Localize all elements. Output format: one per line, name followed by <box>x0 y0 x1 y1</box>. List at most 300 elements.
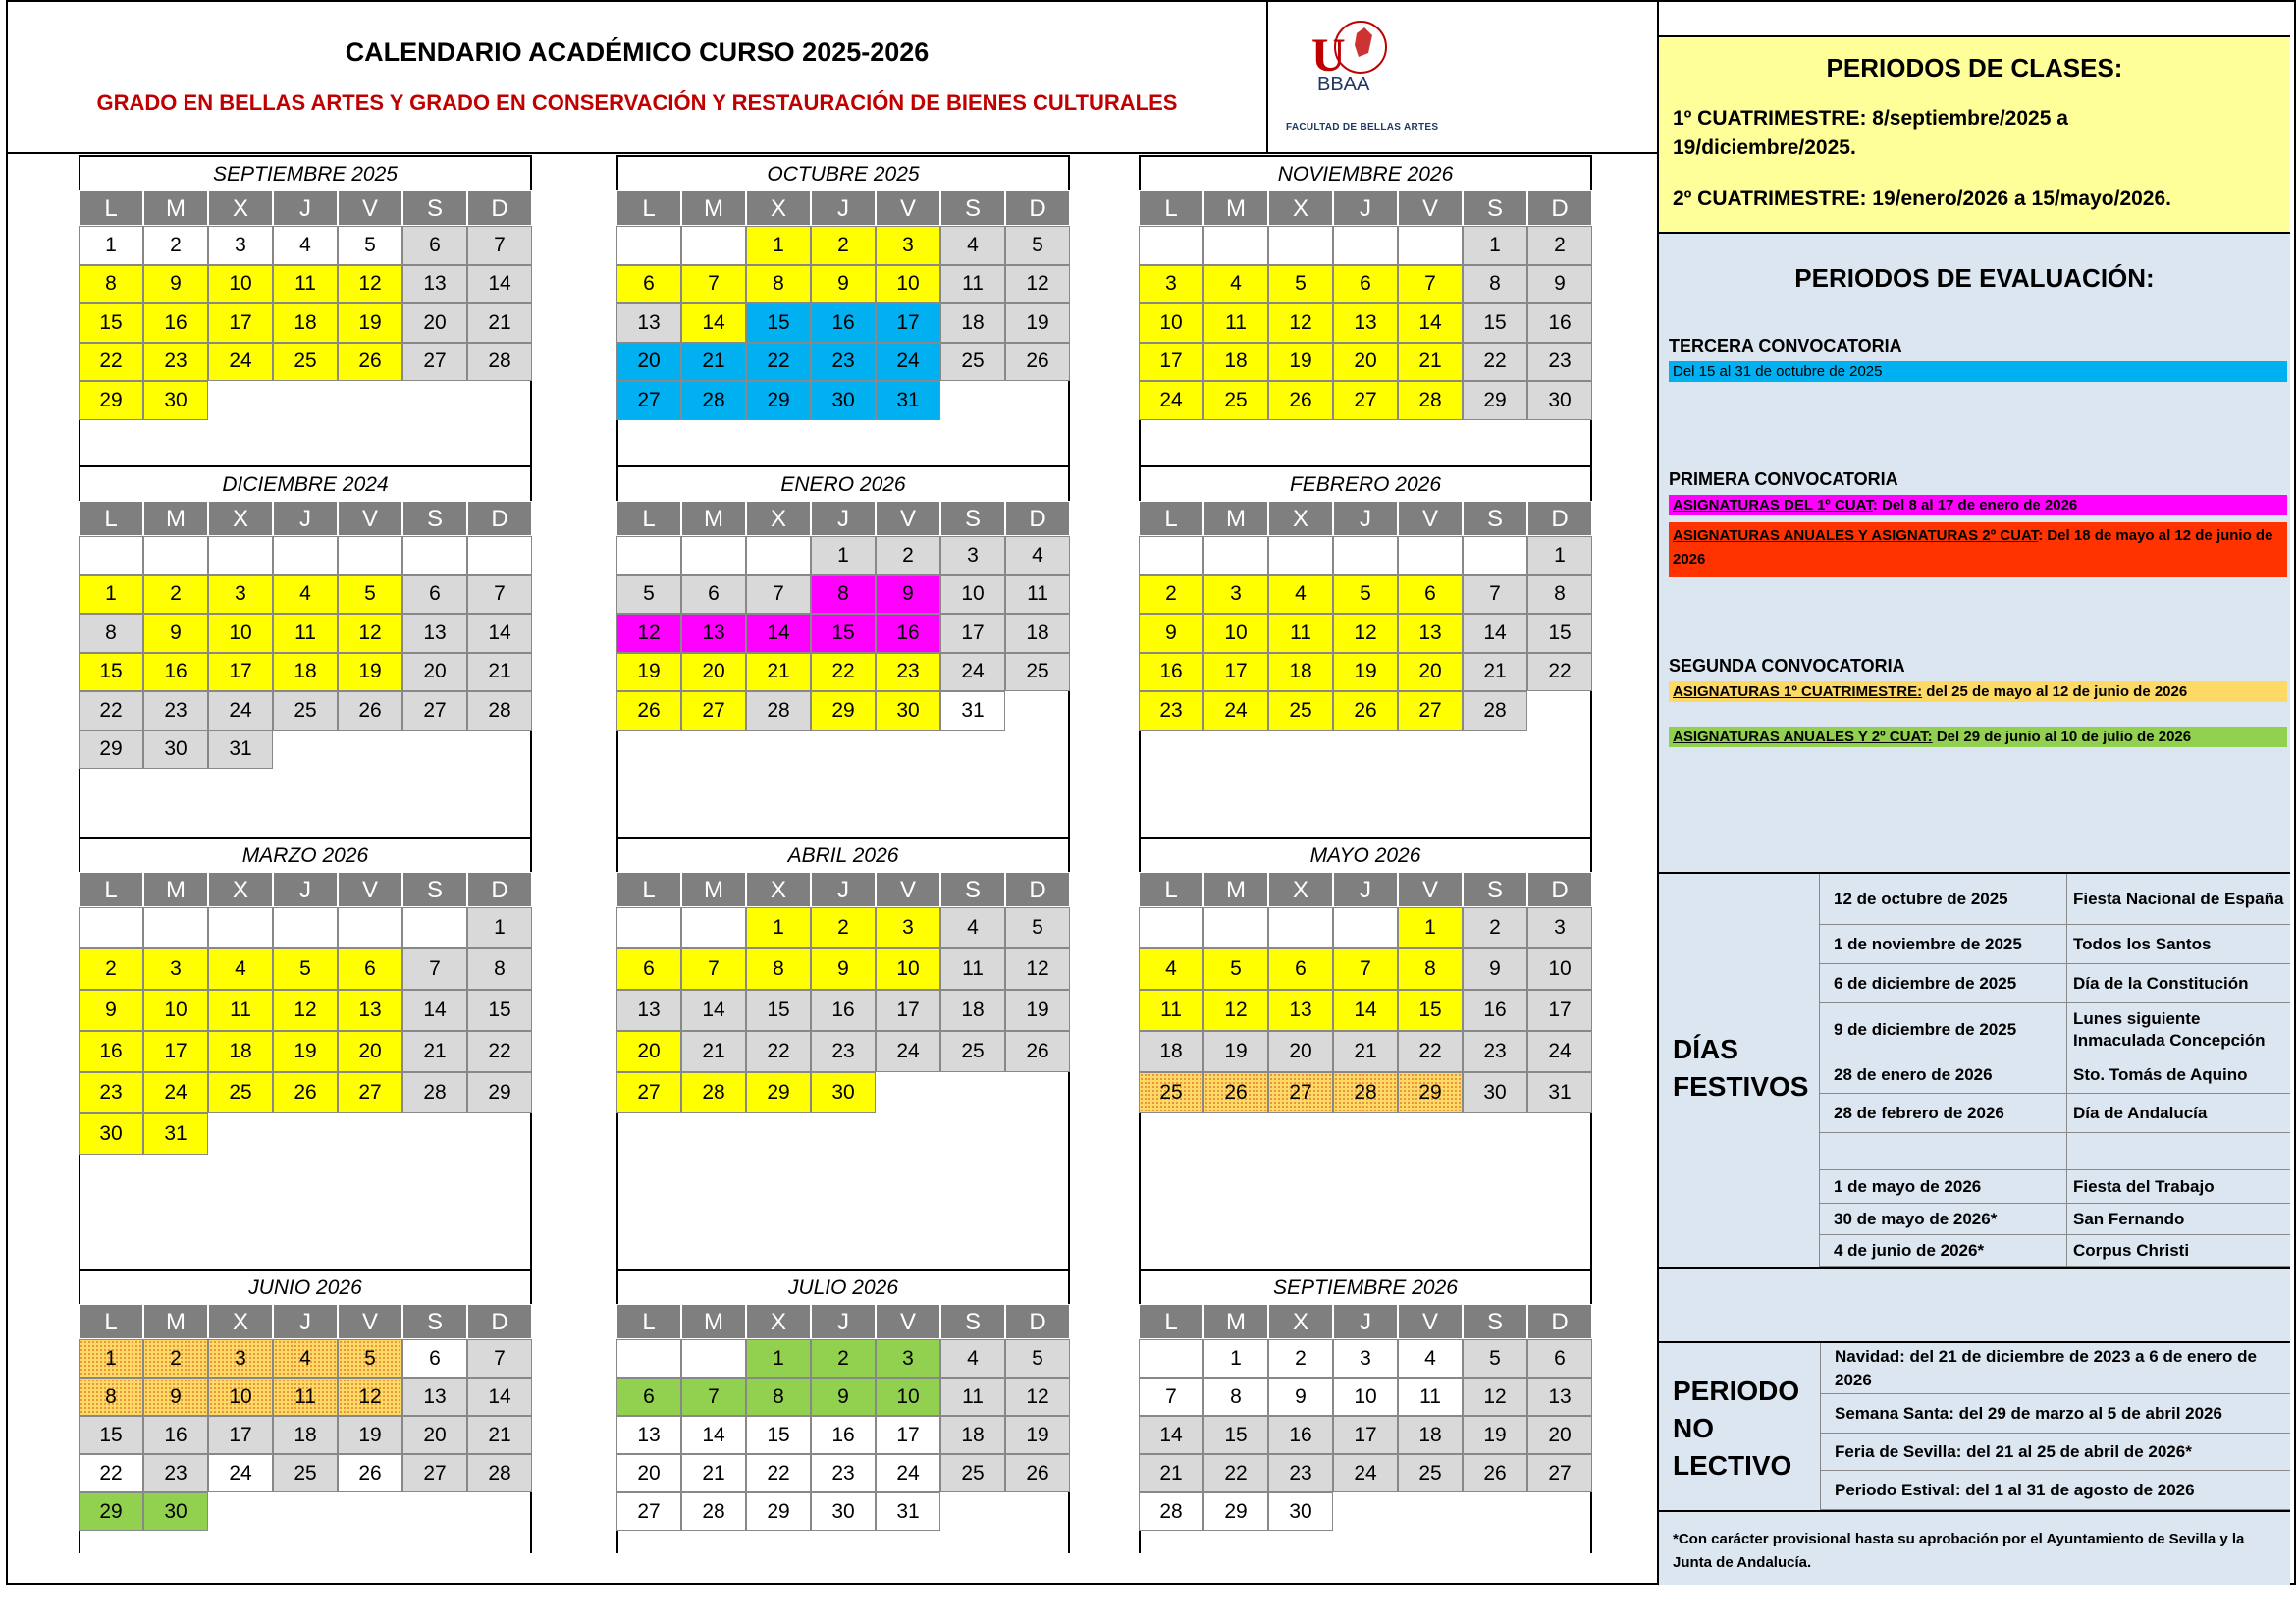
first-call-first-semester-subject: ASIGNATURAS DEL 1º CUAT <box>1673 497 1873 514</box>
holiday-date: 1 de mayo de 2026 <box>1820 1170 2067 1203</box>
empty-cell <box>1333 226 1398 265</box>
day-cell: 7 <box>681 948 746 990</box>
day-cell: 5 <box>1005 907 1070 948</box>
day-cell: 17 <box>208 1416 273 1454</box>
day-cell: 17 <box>143 1031 208 1072</box>
holiday-date: 4 de junio de 2026* <box>1820 1235 2067 1266</box>
day-cell: 20 <box>402 303 467 343</box>
day-cell: 1 <box>79 226 143 265</box>
day-cell: 30 <box>1268 1492 1333 1531</box>
day-cell: 13 <box>616 1416 681 1454</box>
holiday-date: 28 de enero de 2026 <box>1820 1056 2067 1093</box>
day-cell: 19 <box>616 653 681 692</box>
day-cell: 3 <box>1203 575 1268 615</box>
empty-cell <box>681 907 746 948</box>
day-cell: 20 <box>616 1031 681 1072</box>
non-teaching-row: Periodo Estival: del 1 al 31 de agosto de 2026 <box>1820 1471 2290 1510</box>
empty-cell <box>1333 907 1398 948</box>
weekday-header: D <box>1005 190 1070 226</box>
month-title: NOVIEMBRE 2026 <box>1139 155 1592 190</box>
day-cell: 15 <box>1398 990 1463 1031</box>
empty-cell <box>338 536 402 575</box>
day-cell: 24 <box>940 653 1005 692</box>
day-cell: 30 <box>143 381 208 420</box>
weekday-header: X <box>208 872 273 907</box>
weekday-header: V <box>1398 190 1463 226</box>
day-cell: 8 <box>1527 575 1592 615</box>
weekday-header: L <box>616 501 681 536</box>
day-cell: 29 <box>467 1072 532 1113</box>
day-cell: 6 <box>616 265 681 304</box>
day-cell: 22 <box>1463 343 1527 382</box>
weekday-header: D <box>1005 872 1070 907</box>
day-cell: 29 <box>79 1492 143 1531</box>
day-cell: 16 <box>811 990 876 1031</box>
day-cell: 28 <box>746 691 811 731</box>
day-cell: 13 <box>1527 1378 1592 1416</box>
empty-cell <box>1463 536 1527 575</box>
evaluation-periods <box>1659 234 2290 874</box>
day-cell: 14 <box>746 614 811 653</box>
weekday-header: V <box>1398 501 1463 536</box>
day-cell: 8 <box>1463 265 1527 304</box>
day-cell: 5 <box>1463 1339 1527 1378</box>
day-cell: 18 <box>940 1416 1005 1454</box>
day-cell: 22 <box>79 1454 143 1492</box>
logo-caption: FACULTAD DE BELLAS ARTES <box>1286 122 1439 133</box>
day-cell: 19 <box>1005 1416 1070 1454</box>
weekday-header: D <box>467 501 532 536</box>
weekday-header: V <box>338 190 402 226</box>
day-cell: 18 <box>1268 653 1333 692</box>
day-cell: 11 <box>273 265 338 304</box>
day-cell: 15 <box>746 1416 811 1454</box>
day-cell: 25 <box>1139 1072 1203 1113</box>
day-cell: 4 <box>273 575 338 615</box>
weekday-header: X <box>746 1304 811 1339</box>
weekday-header: L <box>79 501 143 536</box>
day-cell: 4 <box>273 1339 338 1378</box>
day-cell: 22 <box>467 1031 532 1072</box>
day-cell: 8 <box>467 948 532 990</box>
holiday-date: 6 de diciembre de 2025 <box>1820 964 2067 1002</box>
day-cell: 4 <box>1005 536 1070 575</box>
day-cell: 12 <box>616 614 681 653</box>
second-call-annual-bar <box>1669 727 2287 747</box>
day-cell: 29 <box>811 691 876 731</box>
day-cell: 1 <box>746 1339 811 1378</box>
day-cell: 24 <box>876 1454 940 1492</box>
day-cell: 17 <box>876 1416 940 1454</box>
day-cell: 12 <box>338 265 402 304</box>
day-cell: 31 <box>940 691 1005 731</box>
day-cell: 1 <box>746 907 811 948</box>
day-cell: 16 <box>811 1416 876 1454</box>
day-cell: 18 <box>1203 343 1268 382</box>
month-title: ENERO 2026 <box>616 465 1070 501</box>
weekday-header: X <box>746 872 811 907</box>
day-cell: 29 <box>746 1072 811 1113</box>
month-title: ABRIL 2026 <box>616 837 1070 872</box>
holidays-label: DÍAS FESTIVOS <box>1673 1034 1809 1102</box>
day-cell: 1 <box>1527 536 1592 575</box>
day-cell: 10 <box>1527 948 1592 990</box>
weekday-header: V <box>338 872 402 907</box>
day-cell: 18 <box>273 303 338 343</box>
empty-cell <box>616 907 681 948</box>
holiday-row <box>1820 1003 2290 1056</box>
empty-cell <box>1203 907 1268 948</box>
holiday-name: Día de la Constitución <box>2073 973 2249 993</box>
month-title: DICIEMBRE 2024 <box>79 465 532 501</box>
day-cell: 31 <box>876 1492 940 1531</box>
month-title: SEPTIEMBRE 2026 <box>1139 1269 1592 1304</box>
day-cell: 6 <box>338 948 402 990</box>
day-cell: 3 <box>940 536 1005 575</box>
holiday-row <box>1820 1170 2290 1204</box>
weekday-header: X <box>208 190 273 226</box>
day-cell: 19 <box>1203 1031 1268 1072</box>
day-cell: 24 <box>876 343 940 382</box>
day-cell: 10 <box>1333 1378 1398 1416</box>
weekday-header: J <box>811 1304 876 1339</box>
day-cell: 17 <box>1203 653 1268 692</box>
holiday-date: 12 de octubre de 2025 <box>1820 874 2067 924</box>
weekday-header: L <box>79 872 143 907</box>
day-cell: 1 <box>79 1339 143 1378</box>
empty-cell <box>1268 226 1333 265</box>
day-cell: 30 <box>143 731 208 770</box>
page-subtitle: GRADO EN BELLAS ARTES Y GRADO EN CONSERVACIÓN Y RESTAURACIÓN DE BIENES CULTURALES <box>96 90 1178 115</box>
day-cell: 11 <box>940 948 1005 990</box>
day-cell: 26 <box>273 1072 338 1113</box>
day-cell: 10 <box>876 1378 940 1416</box>
day-cell: 20 <box>1268 1031 1333 1072</box>
first-call-annual-bar <box>1669 522 2287 577</box>
first-call-annual-subject: ASIGNATURAS ANUALES Y ASIGNATURAS 2º CUAT <box>1673 527 2039 544</box>
month-3 <box>1139 155 1592 465</box>
weekday-header: V <box>876 1304 940 1339</box>
day-cell: 15 <box>79 1416 143 1454</box>
day-cell: 11 <box>1203 303 1268 343</box>
day-cell: 25 <box>940 1031 1005 1072</box>
day-cell: 8 <box>746 1378 811 1416</box>
day-cell: 15 <box>1463 303 1527 343</box>
second-call-label: SEGUNDA CONVOCATORIA <box>1669 656 1905 676</box>
empty-cell <box>1203 226 1268 265</box>
holiday-name <box>2073 1133 2289 1169</box>
day-cell: 15 <box>79 303 143 343</box>
day-cell: 3 <box>208 1339 273 1378</box>
day-cell: 1 <box>79 575 143 615</box>
day-cell: 16 <box>1527 303 1592 343</box>
day-cell: 6 <box>1527 1339 1592 1378</box>
day-cell: 5 <box>616 575 681 615</box>
day-cell: 14 <box>681 1416 746 1454</box>
day-cell: 5 <box>338 226 402 265</box>
day-cell: 2 <box>1139 575 1203 615</box>
empty-cell <box>1139 536 1203 575</box>
empty-cell <box>1398 226 1463 265</box>
day-cell: 22 <box>811 653 876 692</box>
day-cell: 14 <box>681 990 746 1031</box>
day-cell: 7 <box>467 226 532 265</box>
day-cell: 17 <box>876 990 940 1031</box>
day-cell: 11 <box>1398 1378 1463 1416</box>
weekday-header: S <box>1463 872 1527 907</box>
day-cell: 30 <box>811 1072 876 1113</box>
weekday-header: S <box>1463 1304 1527 1339</box>
day-cell: 18 <box>1398 1416 1463 1454</box>
day-cell: 26 <box>1005 1454 1070 1492</box>
day-cell: 16 <box>1463 990 1527 1031</box>
day-cell: 20 <box>338 1031 402 1072</box>
weekday-header: V <box>1398 872 1463 907</box>
day-cell: 27 <box>616 1492 681 1531</box>
holiday-row <box>1820 1235 2290 1267</box>
first-call-annual-dates: : Del 18 de mayo al 12 de junio de 2026 <box>1673 527 2273 568</box>
holiday-name: Fiesta Nacional de España <box>2073 889 2284 908</box>
day-cell: 26 <box>1005 343 1070 382</box>
evaluation-title: PERIODOS DE EVALUACIÓN: <box>1794 263 2155 293</box>
first-call-first-semester-bar <box>1669 495 2287 515</box>
weekday-header: D <box>1005 501 1070 536</box>
holiday-date <box>1820 1133 2067 1169</box>
day-cell: 16 <box>811 303 876 343</box>
day-cell: 12 <box>1268 303 1333 343</box>
day-cell: 21 <box>681 343 746 382</box>
day-cell: 12 <box>338 1378 402 1416</box>
day-cell: 25 <box>1268 691 1333 731</box>
day-cell: 6 <box>681 575 746 615</box>
day-cell: 23 <box>811 343 876 382</box>
day-cell: 7 <box>1463 575 1527 615</box>
day-cell: 21 <box>681 1031 746 1072</box>
day-cell: 11 <box>1005 575 1070 615</box>
day-cell: 28 <box>681 381 746 420</box>
day-cell: 14 <box>1463 614 1527 653</box>
empty-cell <box>1139 907 1203 948</box>
day-cell: 4 <box>1268 575 1333 615</box>
day-cell: 6 <box>1398 575 1463 615</box>
day-cell: 5 <box>1333 575 1398 615</box>
day-cell: 6 <box>616 948 681 990</box>
holiday-row <box>1820 1204 2290 1235</box>
weekday-header: V <box>876 190 940 226</box>
weekday-header: M <box>681 872 746 907</box>
empty-cell <box>143 907 208 948</box>
day-cell: 10 <box>940 575 1005 615</box>
weekday-header: V <box>876 501 940 536</box>
weekday-header: X <box>746 501 811 536</box>
day-cell: 19 <box>338 1416 402 1454</box>
month-4 <box>79 465 532 837</box>
day-cell: 26 <box>1333 691 1398 731</box>
day-cell: 20 <box>616 343 681 382</box>
day-cell: 4 <box>940 1339 1005 1378</box>
holiday-row <box>1820 874 2290 925</box>
day-cell: 23 <box>143 343 208 382</box>
right-panel-top <box>1659 0 2290 37</box>
day-cell: 5 <box>338 1339 402 1378</box>
day-cell: 9 <box>1268 1378 1333 1416</box>
day-cell: 9 <box>876 575 940 615</box>
day-cell: 9 <box>811 1378 876 1416</box>
day-cell: 27 <box>1527 1454 1592 1492</box>
empty-cell <box>1268 907 1333 948</box>
day-cell: 29 <box>1203 1492 1268 1531</box>
day-cell: 27 <box>681 691 746 731</box>
day-cell: 5 <box>1005 226 1070 265</box>
day-cell: 4 <box>273 226 338 265</box>
day-cell: 23 <box>1139 691 1203 731</box>
month-title: OCTUBRE 2025 <box>616 155 1070 190</box>
day-cell: 30 <box>876 691 940 731</box>
day-cell: 11 <box>1268 614 1333 653</box>
month-6 <box>1139 465 1592 837</box>
day-cell: 15 <box>79 653 143 692</box>
day-cell: 27 <box>616 381 681 420</box>
day-cell: 18 <box>940 990 1005 1031</box>
weekday-header: S <box>402 872 467 907</box>
weekday-header: X <box>208 501 273 536</box>
day-cell: 14 <box>467 1378 532 1416</box>
day-cell: 29 <box>746 1492 811 1531</box>
day-cell: 30 <box>143 1492 208 1531</box>
day-cell: 27 <box>1398 691 1463 731</box>
weekday-header: L <box>79 190 143 226</box>
month-2 <box>616 155 1070 465</box>
empty-cell <box>681 1339 746 1378</box>
day-cell: 27 <box>1333 381 1398 420</box>
day-cell: 2 <box>1268 1339 1333 1378</box>
day-cell: 18 <box>940 303 1005 343</box>
footnote-text: *Con carácter provisional hasta su aprobación por el Ayuntamiento de Sevilla y la Junta de Andalucía. <box>1673 1531 2245 1571</box>
weekday-header: D <box>467 190 532 226</box>
weekday-header: J <box>1333 190 1398 226</box>
weekday-header: S <box>940 501 1005 536</box>
day-cell: 2 <box>811 1339 876 1378</box>
day-cell: 2 <box>811 226 876 265</box>
day-cell: 10 <box>876 948 940 990</box>
day-cell: 2 <box>143 575 208 615</box>
day-cell: 9 <box>143 265 208 304</box>
day-cell: 8 <box>811 575 876 615</box>
day-cell: 20 <box>616 1454 681 1492</box>
day-cell: 3 <box>208 575 273 615</box>
day-cell: 27 <box>402 691 467 731</box>
weekday-header: M <box>681 190 746 226</box>
day-cell: 21 <box>746 653 811 692</box>
day-cell: 7 <box>467 1339 532 1378</box>
day-cell: 15 <box>811 614 876 653</box>
weekday-header: S <box>402 501 467 536</box>
day-cell: 4 <box>940 226 1005 265</box>
day-cell: 23 <box>811 1031 876 1072</box>
weekday-header: S <box>940 872 1005 907</box>
day-cell: 14 <box>1333 990 1398 1031</box>
weekday-header: J <box>811 501 876 536</box>
day-cell: 17 <box>208 653 273 692</box>
day-cell: 16 <box>1139 653 1203 692</box>
day-cell: 12 <box>1005 1378 1070 1416</box>
day-cell: 8 <box>79 1378 143 1416</box>
day-cell: 26 <box>1203 1072 1268 1113</box>
day-cell: 15 <box>1527 614 1592 653</box>
day-cell: 26 <box>616 691 681 731</box>
day-cell: 9 <box>1463 948 1527 990</box>
empty-cell <box>681 536 746 575</box>
month-5 <box>616 465 1070 837</box>
day-cell: 18 <box>208 1031 273 1072</box>
weekday-header: S <box>402 190 467 226</box>
holiday-name: Fiesta del Trabajo <box>2073 1176 2215 1196</box>
day-cell: 19 <box>1005 990 1070 1031</box>
day-cell: 13 <box>1398 614 1463 653</box>
day-cell: 3 <box>1333 1339 1398 1378</box>
day-cell: 17 <box>1333 1416 1398 1454</box>
spacer-row <box>1659 1267 2290 1343</box>
weekday-header: X <box>1268 501 1333 536</box>
weekday-header: J <box>273 190 338 226</box>
day-cell: 26 <box>338 691 402 731</box>
day-cell: 26 <box>1005 1031 1070 1072</box>
page-title: CALENDARIO ACADÉMICO CURSO 2025-2026 <box>345 37 930 67</box>
weekday-header: X <box>746 190 811 226</box>
weekday-header: M <box>143 1304 208 1339</box>
day-cell: 12 <box>1005 948 1070 990</box>
day-cell: 5 <box>1203 948 1268 990</box>
month-12 <box>1139 1269 1592 1553</box>
weekday-header: M <box>1203 190 1268 226</box>
day-cell: 10 <box>143 990 208 1031</box>
day-cell: 20 <box>402 1416 467 1454</box>
day-cell: 14 <box>1398 303 1463 343</box>
weekday-header: D <box>1527 501 1592 536</box>
day-cell: 31 <box>143 1113 208 1155</box>
holiday-row <box>1820 1056 2290 1094</box>
day-cell: 7 <box>746 575 811 615</box>
weekday-header: X <box>1268 872 1333 907</box>
day-cell: 3 <box>876 1339 940 1378</box>
month-11 <box>616 1269 1070 1553</box>
day-cell: 4 <box>1398 1339 1463 1378</box>
day-cell: 25 <box>273 691 338 731</box>
month-title: FEBRERO 2026 <box>1139 465 1592 501</box>
day-cell: 2 <box>143 1339 208 1378</box>
day-cell: 21 <box>467 303 532 343</box>
day-cell: 17 <box>940 614 1005 653</box>
empty-cell <box>143 536 208 575</box>
day-cell: 14 <box>681 303 746 343</box>
weekday-header: J <box>273 872 338 907</box>
day-cell: 21 <box>681 1454 746 1492</box>
day-cell: 26 <box>338 1454 402 1492</box>
day-cell: 19 <box>273 1031 338 1072</box>
weekday-header: L <box>1139 190 1203 226</box>
month-7 <box>79 837 532 1269</box>
day-cell: 31 <box>876 381 940 420</box>
weekday-header: J <box>811 190 876 226</box>
empty-cell <box>79 907 143 948</box>
day-cell: 30 <box>811 381 876 420</box>
weekday-header: V <box>876 872 940 907</box>
weekday-header: M <box>681 501 746 536</box>
month-title: MAYO 2026 <box>1139 837 1592 872</box>
day-cell: 24 <box>1139 381 1203 420</box>
day-cell: 19 <box>1005 303 1070 343</box>
day-cell: 8 <box>79 265 143 304</box>
